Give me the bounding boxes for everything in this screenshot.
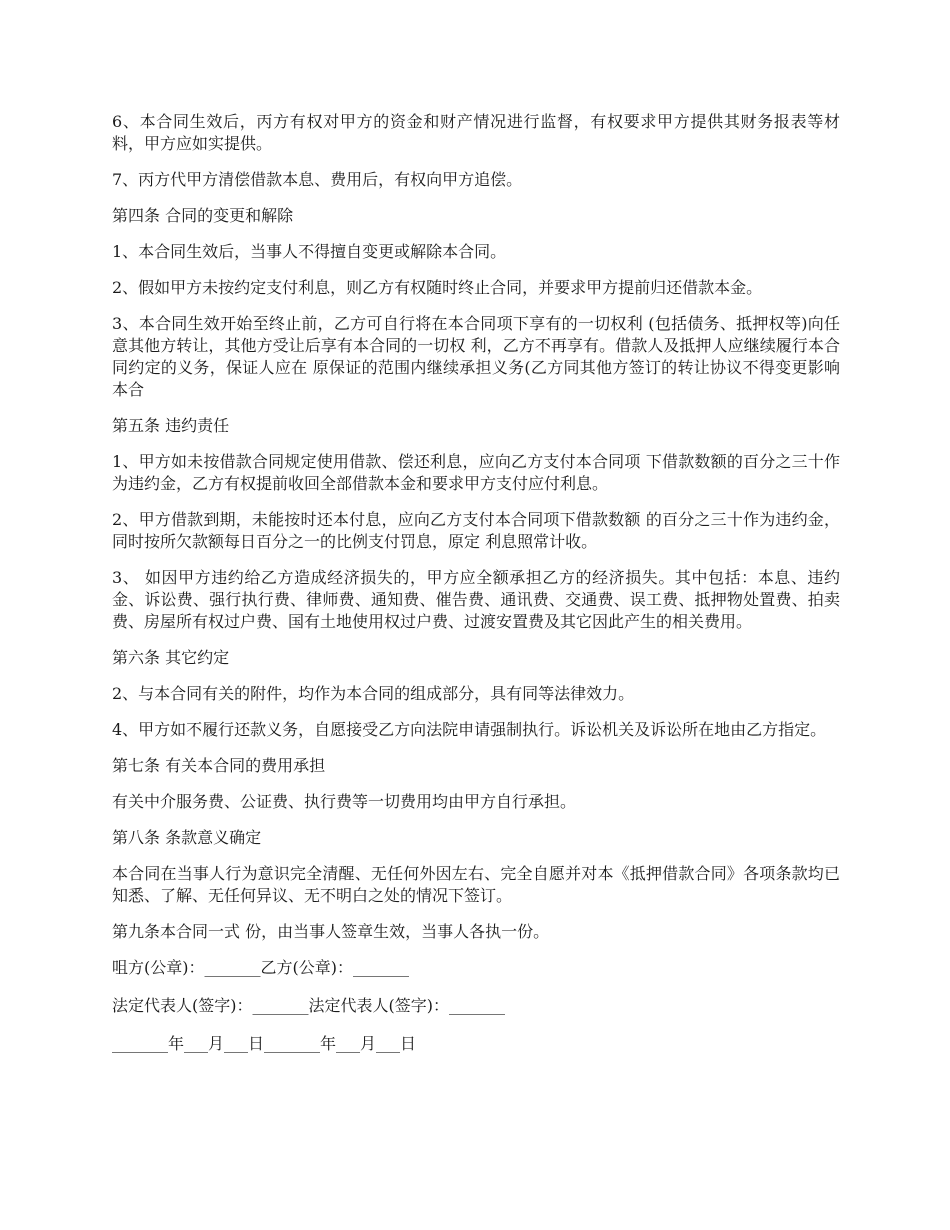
clause-paragraph: 4、甲方如不履行还款义务，自愿接受乙方向法院申请强制执行。诉讼机关及诉讼所在地由乙方指定。: [112, 720, 827, 739]
signature-line-dates: _______年___月___日_______年___月___日: [112, 1034, 417, 1053]
clause-paragraph: 1、本合同生效后，当事人不得擅自变更或解除本合同。: [112, 242, 507, 261]
clause-paragraph: 7、丙方代甲方清偿借款本息、费用后，有权向甲方追偿。: [112, 170, 523, 189]
article-heading: 第八条 条款意义确定: [112, 828, 262, 847]
clause-paragraph: 有关中介服务费、公证费、执行费等一切费用均由甲方自行承担。: [112, 792, 577, 811]
clause-paragraph: 1、甲方如未按借款合同规定使用借款、偿还利息，应向乙方支付本合同项 下借款数额的百分之三十作为违约金，乙方有权提前收回全部借款本金和要求甲方支付应付利息。: [112, 452, 840, 493]
article-heading: 第七条 有关本合同的费用承担: [112, 756, 326, 775]
clause-paragraph: 本合同在当事人行为意识完全清醒、无任何外因左右、完全自愿并对本《抵押借款合同》各项条款均已知悉、了解、无任何异议、无不明白之处的情况下签订。: [112, 864, 840, 905]
article-heading: 第五条 违约责任: [112, 416, 230, 435]
clause-paragraph: 2、甲方借款到期，未能按时还本付息，应向乙方支付本合同项下借款数额 的百分之三十作为违约金，同时按所欠款额每日百分之一的比例支付罚息，原定 利息照常计收。: [112, 510, 840, 551]
clause-paragraph: 6、本合同生效后，丙方有权对甲方的资金和财产情况进行监督，有权要求甲方提供其财务报表等材料，甲方应如实提供。: [112, 112, 840, 153]
contract-page: [112, 111, 840, 1071]
clause-paragraph: 2、假如甲方未按约定支付利息，则乙方有权随时终止合同，并要求甲方提前归还借款本金。: [112, 278, 763, 297]
clause-paragraph: 3、本合同生效开始至终止前，乙方可自行将在本合同项下享有的一切权利 (包括债务、抵押权等)向任意其他方转让，其他方受让后享有本合同的一切权 利，乙方不再享有。借款人及抵押人应继续履行本合同约定的义务，保证人应在 原保证的范围内继续承担义务(乙方同其他方签订的转让协议不得变更影响本合: [112, 314, 840, 399]
article-heading: 第四条 合同的变更和解除: [112, 206, 294, 225]
signature-line-seals: 咀方(公章)：_______乙方(公章)：_______: [112, 958, 409, 977]
article-heading: 第六条 其它约定: [112, 648, 230, 667]
clause-paragraph: 3、 如因甲方违约给乙方造成经济损失的，甲方应全额承担乙方的经济损失。其中包括：本息、违约金、诉讼费、强行执行费、律师费、通知费、催告费、通讯费、交通费、误工费、抵押物处置费、拍卖费、房屋所有权过户费、国有土地使用权过户费、过渡安置费及其它因此产生的相关费用。: [112, 568, 840, 631]
clause-paragraph: 第九条本合同一式 份，由当事人签章生效，当事人各执一份。: [112, 922, 550, 941]
signature-line-representatives: 法定代表人(签字)：_______法定代表人(签字)：_______: [112, 996, 505, 1015]
clause-paragraph: 2、与本合同有关的附件，均作为本合同的组成部分，具有同等法律效力。: [112, 684, 635, 703]
